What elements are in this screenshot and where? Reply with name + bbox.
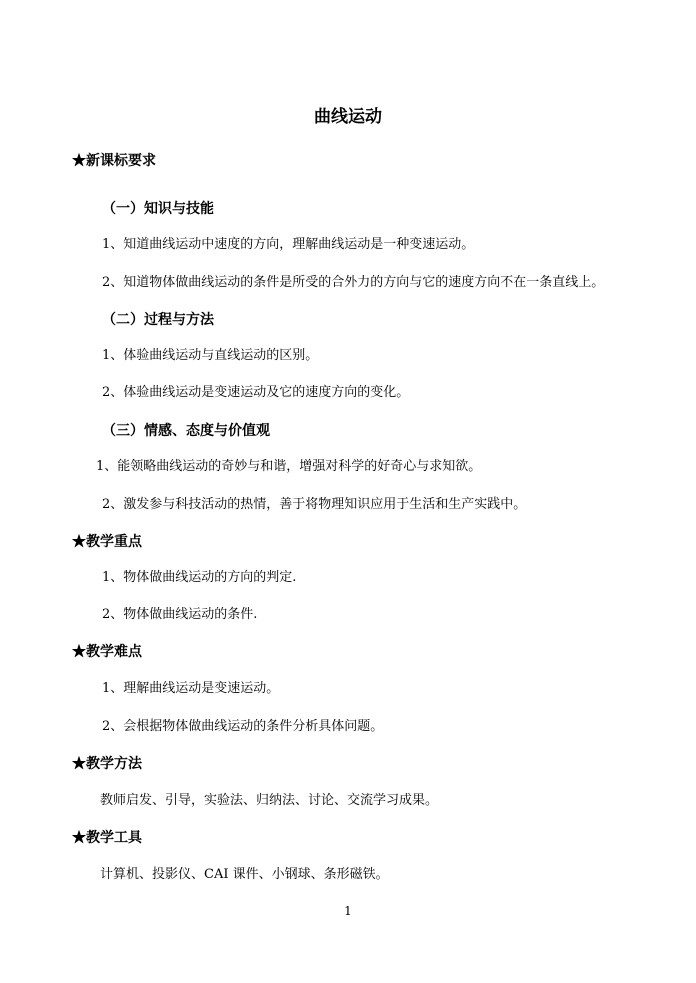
section-heading-methods: ★教学方法 — [72, 756, 142, 772]
list-item: 2、体验曲线运动是变速运动及它的速度方向的变化。 — [102, 385, 410, 400]
list-item: 2、物体做曲线运动的条件. — [102, 607, 258, 622]
section-heading-key-points: ★教学重点 — [72, 534, 142, 550]
tools-text: 计算机、投影仪、CAI 课件、小钢球、条形磁铁。 — [100, 867, 389, 882]
page-number: 1 — [344, 904, 352, 918]
document-title: 曲线运动 — [314, 107, 382, 127]
section-heading-difficulties: ★教学难点 — [72, 644, 142, 660]
methods-text: 教师启发、引导，实验法、归纳法、讨论、交流学习成果。 — [100, 793, 439, 808]
list-item: 1、物体做曲线运动的方向的判定. — [102, 570, 297, 585]
list-item: 1、知道曲线运动中速度的方向，理解曲线运动是一种变速运动。 — [102, 237, 475, 252]
list-item: 2、会根据物体做曲线运动的条件分析具体问题。 — [102, 719, 384, 734]
list-item: 2、知道物体做曲线运动的条件是所受的合外力的方向与它的速度方向不在一条直线上。 — [102, 275, 605, 290]
list-item: 2、激发参与科技活动的热情，善于将物理知识应用于生活和生产实践中。 — [102, 497, 527, 512]
subsection-heading-process: （二）过程与方法 — [102, 312, 214, 328]
list-item: 1、能领略曲线运动的奇妙与和谐，增强对科学的好奇心与求知欲。 — [96, 459, 482, 474]
list-item: 1、理解曲线运动是变速运动。 — [102, 681, 280, 696]
section-heading-tools: ★教学工具 — [72, 830, 142, 846]
subsection-heading-knowledge: （一）知识与技能 — [102, 201, 214, 217]
subsection-heading-emotion: （三）情感、态度与价值观 — [102, 423, 270, 439]
list-item: 1、体验曲线运动与直线运动的区别。 — [102, 348, 319, 363]
section-heading-standards: ★新课标要求 — [72, 153, 156, 169]
